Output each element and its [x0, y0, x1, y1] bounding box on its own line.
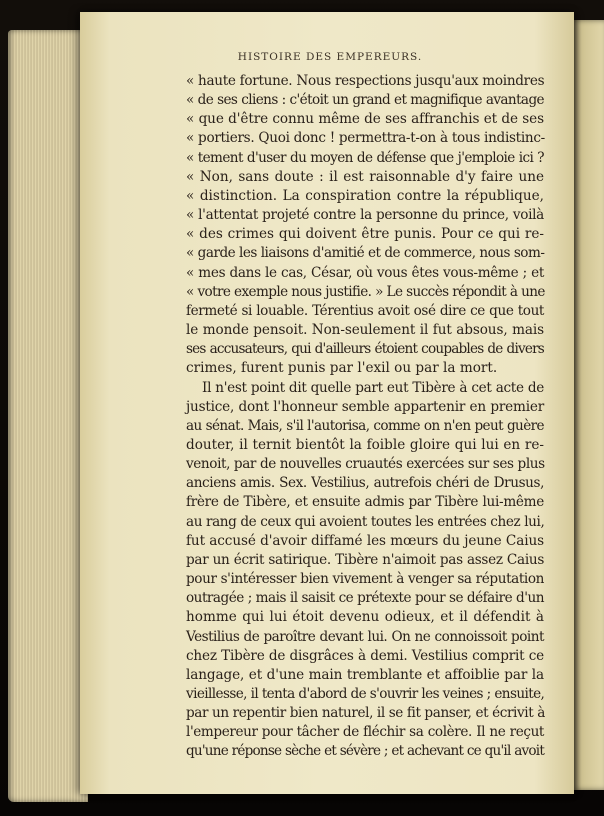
- text-line: fut accusé d'avoir diffamé les mœurs du jeune Caius: [186, 532, 544, 549]
- text-line: « Non, sans doute : il est raisonnable d'y faire une: [186, 168, 544, 185]
- text-line: « distinction. La conspiration contre la république,: [186, 187, 544, 204]
- facing-page-edge: [572, 20, 604, 790]
- text-line: « haute fortune. Nous respections jusqu'aux moindres: [186, 73, 545, 89]
- text-line: « mes dans le cas, César, où vous êtes vous-même ; et: [186, 264, 544, 281]
- text-line: Vestilius de paroître devant lui. On ne connoissoit point: [186, 628, 544, 645]
- body-text: [186, 72, 544, 762]
- text-line: chez Tibère de disgrâces à demi. Vestilius comprit ce: [186, 647, 544, 664]
- text-line: par un écrit satirique. Tibère n'aimoit pas assez Caius: [186, 551, 544, 568]
- text-line: anciens amis. Sex. Vestilius, autrefois chéri de Drusus,: [186, 475, 544, 492]
- text-line: venoit, par de nouvelles cruautés exercées sur ses plus: [186, 456, 545, 473]
- text-line: crimes, furent punis par l'exil ou par la mort.: [186, 360, 498, 377]
- text-line: l'empereur pour tâcher de fléchir sa colère. Il ne reçut: [186, 724, 544, 741]
- text-line: « garde les liaisons d'amitié et de commerce, nous som-: [186, 245, 545, 262]
- text-line: justice, dont l'honneur semble appartenir en premier: [186, 398, 544, 415]
- text-line: « des crimes qui doivent être punis. Pour ce qui re-: [186, 226, 544, 243]
- text-line: langage, et d'une main tremblante et affoiblie par la: [186, 666, 544, 683]
- text-line: « tement d'user du moyen de défense que j'emploie ici ?: [186, 149, 544, 166]
- text-line: « l'attentat projeté contre la personne du prince, voilà: [186, 207, 544, 224]
- text-line: frère de Tibère, et ensuite admis par Tibère lui-même: [186, 494, 544, 511]
- text-line: Il n'est point dit quelle part eut Tibère à cet acte de: [202, 379, 544, 396]
- text-line: « portiers. Quoi donc ! permettra-t-on à tous indistinc-: [186, 130, 545, 147]
- text-line: le monde pensoit. Non-seulement il fut absous, mais: [186, 322, 544, 339]
- text-line: « que d'être connu même de ses affranchis et de ses: [186, 111, 544, 128]
- text-line: pour s'intéresser bien vivement à venger sa réputation: [186, 571, 544, 588]
- text-line: par un repentir bien naturel, il se fit panser, et écrivit à: [186, 705, 545, 722]
- text-line: « de ses cliens : c'étoit un grand et magnifique avantage: [186, 92, 544, 109]
- text-line: outragée ; mais il saisit ce prétexte pour se défaire d'un: [186, 590, 544, 607]
- text-line: au sénat. Mais, s'il l'autorisa, comme on n'en peut guère: [186, 417, 544, 434]
- text-line: fermeté si louable. Térentius avoit osé dire ce que tout: [186, 302, 544, 319]
- text-line: ses accusateurs, qui d'ailleurs étoient coupables de divers: [186, 341, 544, 358]
- text-line: douter, il ternit bientôt la foible gloire qui lui en re-: [186, 436, 544, 453]
- text-line: homme qui lui étoit devenu odieux, et il défendit à: [186, 609, 544, 626]
- text-line: « votre exemple nous justifie. » Le succès répondit à une: [186, 283, 545, 300]
- running-head: HISTOIRE DES EMPEREURS.: [237, 51, 423, 63]
- text-line: au rang de ceux qui avoient toutes les entrées chez lui,: [186, 513, 545, 530]
- page-edges: [8, 30, 88, 802]
- text-line: vieillesse, il tenta d'abord de s'ouvrir les veines ; ensuite,: [186, 686, 545, 702]
- text-line: qu'une réponse sèche et sévère ; et achevant ce qu'il avoit: [186, 743, 544, 760]
